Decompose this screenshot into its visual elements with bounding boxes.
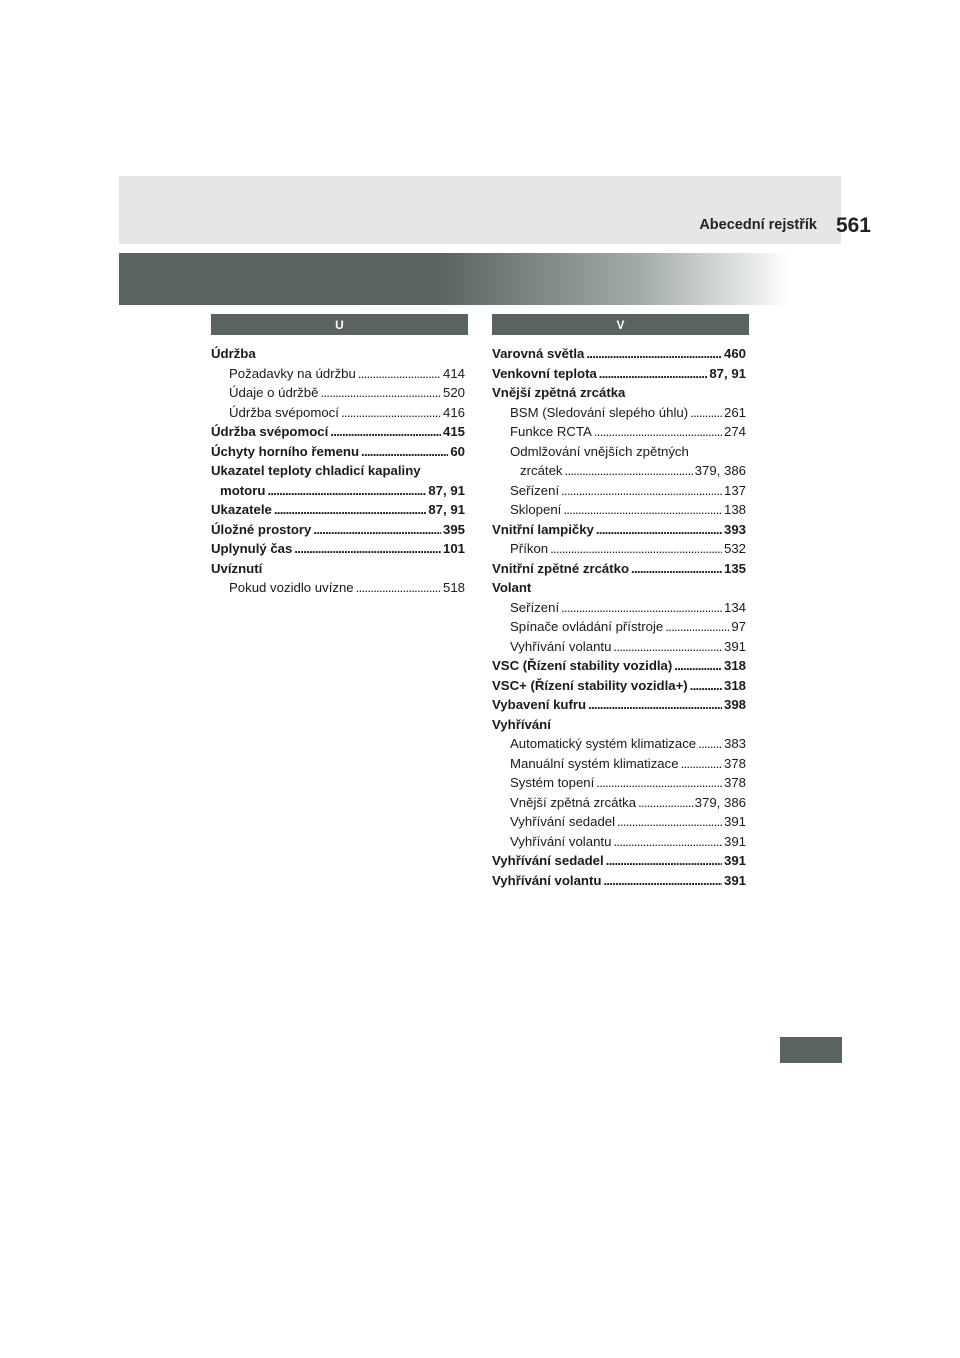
dot-leader: [361, 442, 448, 462]
index-entry: [492, 461, 746, 481]
page-reference: 261: [723, 404, 746, 420]
index-entry: [492, 617, 746, 637]
index-term: Údržba svépomocí: [229, 404, 339, 420]
dot-leader: [341, 403, 441, 423]
index-term: Sklopení: [510, 502, 562, 517]
dot-leader: [356, 578, 441, 598]
index-entry: [492, 559, 746, 579]
index-term: Úložné prostory: [211, 521, 312, 537]
index-entry: [492, 656, 746, 676]
index-entry: [492, 500, 746, 520]
index-entry: [211, 344, 465, 364]
page-reference: 391: [723, 638, 746, 654]
letter-heading-u: U: [211, 314, 468, 335]
page-reference: 134: [723, 599, 746, 615]
dot-leader: [594, 422, 722, 442]
dot-leader: [294, 539, 441, 559]
page-reference: 391: [723, 814, 746, 829]
page-reference: 378: [723, 775, 746, 790]
index-entry: [492, 578, 746, 598]
index-term: Vyhřívání volantu: [510, 638, 612, 654]
dot-leader: [561, 598, 722, 618]
dot-leader: [698, 734, 722, 754]
dot-leader: [603, 871, 722, 891]
dot-leader: [588, 695, 722, 715]
index-entry: [492, 520, 746, 540]
index-term: Údaje o údržbě: [229, 385, 319, 400]
dot-leader: [561, 481, 722, 501]
index-entry: [492, 695, 746, 715]
index-entry: [492, 403, 746, 423]
index-term: Pokud vozidlo uvízne: [229, 580, 354, 595]
index-term: Vyhřívání volantu: [510, 833, 612, 849]
index-term: VSC (Řízení stability vozidla): [492, 658, 673, 673]
page-reference: 398: [723, 697, 746, 712]
index-term: Požadavky na údržbu: [229, 365, 356, 381]
index-term: Vybavení kufru: [492, 697, 587, 712]
index-term: Venkovní teplota: [492, 365, 597, 381]
index-term: Ukazatel teploty chladicí kapaliny: [211, 463, 421, 478]
decorative-gradient-band: [119, 253, 791, 305]
dot-leader: [613, 637, 722, 657]
dot-leader: [274, 500, 426, 520]
index-term: Volant: [492, 580, 532, 595]
page-reference: 379, 386: [694, 463, 746, 478]
index-entry: [492, 481, 746, 501]
index-term: Spínače ovládání přístroje: [510, 619, 664, 634]
index-term: Seřízení: [510, 482, 560, 498]
index-term: Vnější zpětná zrcátka: [510, 794, 637, 810]
index-term: Odmlžování vnějších zpětných: [510, 443, 689, 459]
index-term: Automatický systém klimatizace: [510, 736, 697, 751]
index-entry: [492, 637, 746, 657]
section-title: Abecední rejstřík: [699, 217, 817, 233]
index-entry: [211, 442, 465, 462]
index-entry: [492, 832, 746, 852]
index-entry: [492, 539, 746, 559]
dot-leader: [599, 364, 708, 384]
index-term: Funkce RCTA: [510, 424, 592, 439]
index-entry: [492, 676, 746, 696]
index-term: Manuální systém klimatizace: [510, 755, 679, 771]
dot-leader: [613, 832, 722, 852]
index-entry: [492, 812, 746, 832]
index-entry: [492, 871, 746, 891]
index-entry: [211, 520, 465, 540]
page-reference: 101: [442, 541, 465, 556]
index-term: Příkon: [510, 541, 549, 556]
index-term: Seřízení: [510, 599, 560, 615]
chapter-tab-marker: [780, 1037, 842, 1063]
dot-leader: [690, 676, 722, 696]
index-entry: [211, 559, 465, 579]
index-entry: [492, 442, 746, 462]
index-entry: [492, 793, 746, 813]
page-reference: 137: [723, 482, 746, 498]
index-term: VSC+ (Řízení stability vozidla+): [492, 677, 688, 693]
page-reference: 415: [442, 424, 465, 439]
page-reference: 318: [723, 658, 746, 673]
index-term: zrcátek: [520, 463, 563, 478]
page-reference: 395: [442, 521, 465, 537]
dot-leader: [267, 481, 426, 501]
page-reference: 87, 91: [428, 502, 465, 517]
dot-leader: [586, 344, 722, 364]
dot-leader: [690, 403, 722, 423]
dot-leader: [596, 773, 722, 793]
index-term: Údržba svépomocí: [211, 424, 329, 439]
index-term: Úchyty horního řemenu: [211, 443, 360, 459]
index-entry: [211, 364, 465, 384]
index-entry: [492, 344, 746, 364]
index-term: Vnitřní lampičky: [492, 521, 594, 537]
index-entry: [492, 734, 746, 754]
page-reference: 87, 91: [428, 482, 465, 498]
page-reference: 138: [723, 502, 746, 517]
index-column-left: [211, 344, 465, 598]
page-reference: 416: [442, 404, 465, 420]
index-entry: [492, 364, 746, 384]
page-reference: 87, 91: [709, 365, 746, 381]
index-term: Vyhřívání sedadel: [510, 814, 616, 829]
page-reference: 274: [723, 424, 746, 439]
index-term: Uvíznutí: [211, 560, 263, 576]
index-term: Ukazatele: [211, 502, 272, 517]
index-entry: [492, 598, 746, 618]
page-reference: 318: [723, 677, 746, 693]
index-term: Vyhřívání volantu: [492, 872, 602, 888]
index-entry: [492, 851, 746, 871]
index-term: BSM (Sledování slepého úhlu): [510, 404, 689, 420]
index-entry: [211, 461, 465, 481]
dot-leader: [313, 520, 441, 540]
page-reference: 60: [450, 443, 465, 459]
index-term: Varovná světla: [492, 346, 585, 361]
index-entry: [492, 773, 746, 793]
page-reference: 379, 386: [694, 794, 746, 810]
dot-leader: [631, 559, 722, 579]
page-reference: 97: [731, 619, 746, 634]
index-term: Vnitřní zpětné zrcátko: [492, 560, 630, 576]
page-reference: 414: [442, 365, 465, 381]
index-term: motoru: [220, 482, 266, 498]
index-entry: [492, 754, 746, 774]
index-term: Údržba: [211, 346, 256, 361]
index-entry: [492, 715, 746, 735]
dot-leader: [638, 793, 693, 813]
index-entry: [211, 481, 465, 501]
letter-heading-v: V: [492, 314, 749, 335]
index-term: Vyhřívání: [492, 716, 551, 732]
index-entry: [211, 539, 465, 559]
dot-leader: [550, 539, 722, 559]
index-term: Uplynulý čas: [211, 541, 293, 556]
page-reference: 135: [723, 560, 746, 576]
index-entry: [211, 422, 465, 442]
page-reference: 383: [723, 736, 746, 751]
header-bar: [119, 176, 841, 244]
index-entry: [492, 383, 746, 403]
dot-leader: [596, 520, 722, 540]
index-entry: [492, 422, 746, 442]
dot-leader: [330, 422, 441, 442]
page-reference: 391: [723, 853, 746, 868]
page-reference: 532: [723, 541, 746, 556]
dot-leader: [617, 812, 722, 832]
dot-leader: [563, 500, 722, 520]
dot-leader: [674, 656, 722, 676]
index-entry: [211, 383, 465, 403]
page-reference: 518: [442, 580, 465, 595]
dot-leader: [681, 754, 722, 774]
dot-leader: [665, 617, 729, 637]
page-reference: 378: [723, 755, 746, 771]
index-entry: [211, 500, 465, 520]
index-term: Vyhřívání sedadel: [492, 853, 604, 868]
index-term: Systém topení: [510, 775, 595, 790]
dot-leader: [565, 461, 693, 481]
dot-leader: [606, 851, 722, 871]
index-entry: [211, 578, 465, 598]
page-reference: 460: [723, 346, 746, 361]
index-column-right: [492, 344, 746, 890]
page-reference: 393: [723, 521, 746, 537]
page-reference: 520: [442, 385, 465, 400]
page-number: 561: [835, 214, 871, 237]
dot-leader: [320, 383, 441, 403]
index-entry: [211, 403, 465, 423]
dot-leader: [358, 364, 441, 384]
page-reference: 391: [723, 872, 746, 888]
page-reference: 391: [723, 833, 746, 849]
index-term: Vnější zpětná zrcátka: [492, 385, 626, 400]
